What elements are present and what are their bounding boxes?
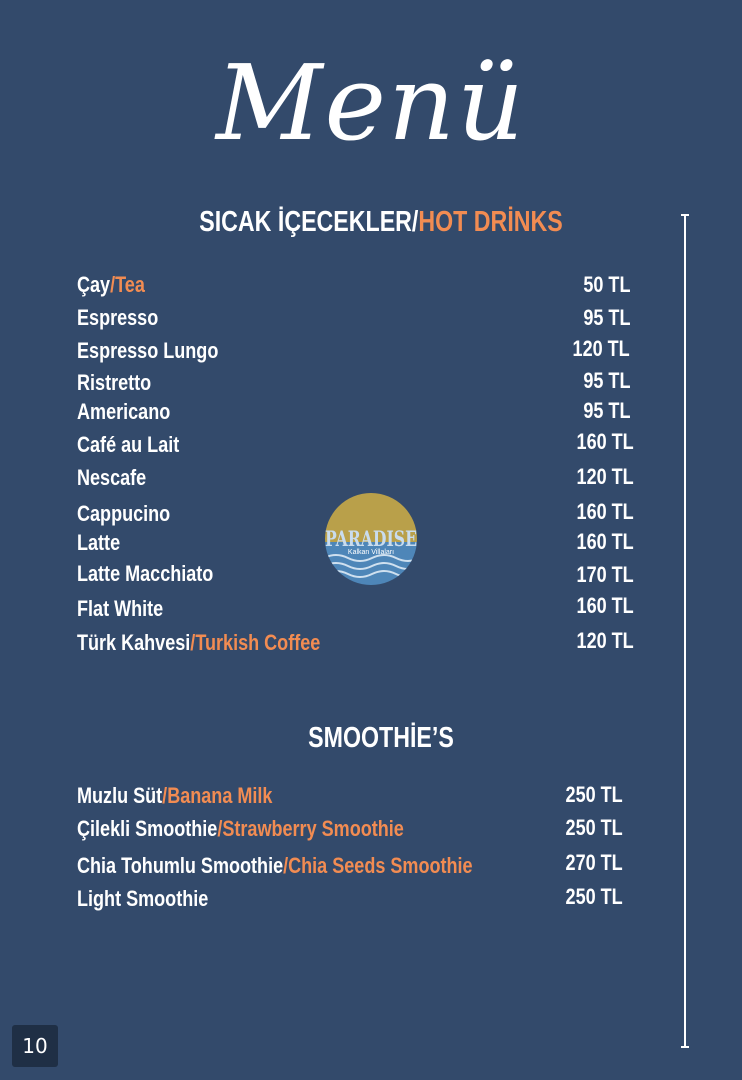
vertical-divider: [684, 214, 686, 1048]
item-price: 160 TL: [576, 529, 634, 554]
item-name: Chia Tohumlu Smoothie: [77, 853, 284, 878]
menu-item: [77, 783, 272, 809]
item-name: Espresso Lungo: [77, 338, 219, 363]
item-name: Muzlu Süt: [77, 783, 163, 808]
item-price: 160 TL: [576, 499, 634, 524]
smoothies-heading: SMOOTHİE’S: [308, 722, 454, 754]
paradise-logo: [322, 490, 420, 588]
menu-item: [77, 272, 145, 298]
item-price: 95 TL: [582, 398, 630, 423]
menu-title: Menü: [216, 42, 526, 164]
item-price: 120 TL: [576, 628, 634, 653]
menu-item: [77, 338, 218, 364]
item-name: Flat White: [77, 596, 164, 621]
item-name: Ristretto: [77, 370, 152, 395]
page-number: 10: [12, 1025, 58, 1067]
menu-item: [77, 305, 158, 331]
item-name-en: /Tea: [110, 272, 145, 297]
menu-item: [77, 501, 170, 527]
item-price: 250 TL: [565, 815, 623, 840]
item-name: Çilekli Smoothie: [77, 816, 218, 841]
item-price: 95 TL: [582, 368, 630, 393]
item-name: Çay: [77, 272, 111, 297]
item-name: Latte: [77, 530, 121, 555]
item-name-en: /Strawberry Smoothie: [217, 816, 404, 841]
item-price: 120 TL: [576, 464, 634, 489]
menu-item: [77, 465, 146, 491]
menu-item: [77, 399, 170, 425]
item-name: Latte Macchiato: [77, 561, 214, 586]
logo-brand: PARADISE: [325, 526, 417, 551]
item-price: 160 TL: [576, 429, 634, 454]
menu-item: [77, 853, 473, 879]
menu-item: [77, 816, 404, 842]
menu-item: [77, 630, 320, 656]
hot-drinks-heading-tr: SICAK İÇECEKLER/: [199, 206, 419, 238]
item-price: 160 TL: [576, 593, 634, 618]
item-price: 250 TL: [565, 782, 623, 807]
logo-subtitle: Kalkan Villaları: [347, 549, 395, 556]
item-price: 270 TL: [565, 850, 623, 875]
item-price: 170 TL: [576, 562, 634, 587]
menu-item: [77, 432, 179, 458]
item-name-en: /Chia Seeds Smoothie: [283, 853, 473, 878]
item-price: 120 TL: [572, 336, 630, 361]
menu-item: [77, 886, 208, 912]
hot-drinks-heading: [76, 206, 686, 239]
item-price: 50 TL: [582, 272, 630, 297]
item-price: 250 TL: [565, 884, 623, 909]
item-name-en: /Banana Milk: [162, 783, 273, 808]
item-name: Nescafe: [77, 465, 147, 490]
menu-item: [77, 561, 213, 587]
menu-item: [77, 596, 163, 622]
item-name: Light Smoothie: [77, 886, 209, 911]
item-name: Espresso: [77, 305, 159, 330]
menu-item: [77, 530, 120, 556]
item-price: 95 TL: [582, 305, 630, 330]
menu-item: [77, 370, 151, 396]
item-name-en: /Turkish Coffee: [190, 630, 321, 655]
item-name: Türk Kahvesi: [77, 630, 191, 655]
item-name: Americano: [77, 399, 171, 424]
hot-drinks-heading-en: HOT DRİNKS: [418, 206, 563, 238]
item-name: Café au Lait: [77, 432, 180, 457]
item-name: Cappucino: [77, 501, 171, 526]
